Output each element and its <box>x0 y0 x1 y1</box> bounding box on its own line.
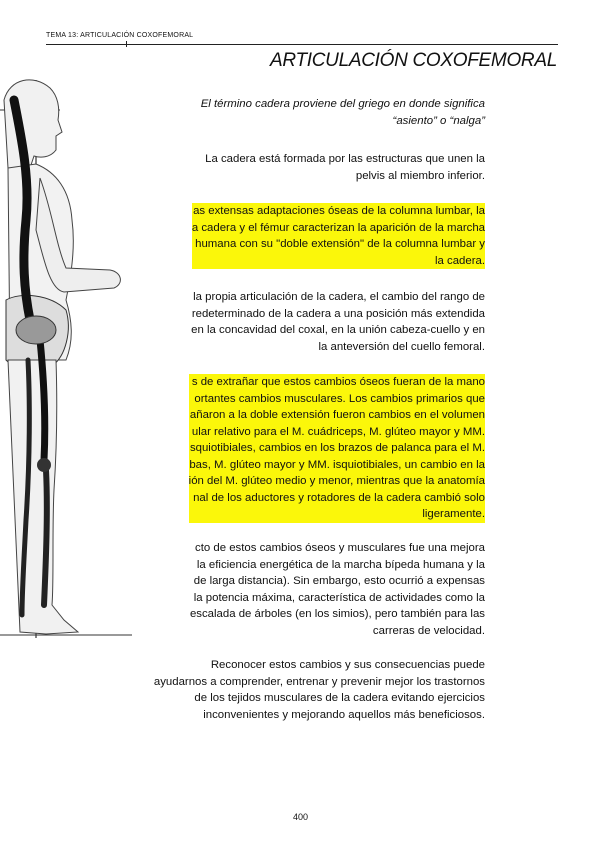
paragraph-line: inconvenientes y mejorando aquellos más beneficiosos. <box>203 708 485 721</box>
paragraph-line: ligeramente. <box>189 506 485 523</box>
paragraph-line: carreras de velocidad. <box>372 624 485 637</box>
paragraph-line: la cadera. <box>192 253 485 270</box>
paragraph-line: La cadera está formada por las estructuras que unen la <box>205 153 485 165</box>
paragraph-line: cto de estos cambios óseos y musculares fue una mejora <box>195 542 485 554</box>
intro-paragraph <box>201 96 485 129</box>
paragraph-line: s de extrañar que estos cambios óseos fueran de la mano <box>189 374 485 391</box>
intro-line: El término cadera proviene del griego en donde significa <box>200 98 485 110</box>
paragraph-6 <box>154 657 485 723</box>
paragraph-line: añaron a la doble extensión fueron cambios en el volumen <box>189 407 485 424</box>
paragraph-line: de larga distancia). Sin embargo, esto ocurrió a expensas <box>193 575 485 587</box>
paragraph-line: la eficiencia energética de la marcha bípeda humana y la <box>196 558 485 571</box>
intro-line: “asiento” o “nalga” <box>392 114 485 127</box>
paragraph-line: ión del M. glúteo medio y menor, mientras que la anatomía <box>189 473 485 490</box>
header-tick <box>126 41 127 47</box>
paragraph-line: a cadera y el fémur caracterizan la aparición de la marcha <box>192 220 485 237</box>
highlighted-paragraph-2 <box>192 203 485 269</box>
highlighted-paragraph-4 <box>189 374 485 523</box>
paragraph-line: la propia articulación de la cadera, el cambio del rango de <box>193 291 485 303</box>
paragraph-line: la potencia máxima, característica de actividades como la <box>193 591 485 604</box>
paragraph-line: Reconocer estos cambios y sus consecuencias puede <box>210 659 485 671</box>
paragraph-line: en la concavidad del coxal, en la unión cabeza-cuello y en <box>191 324 485 336</box>
paragraph-line: bas, M. glúteo mayor y MM. isquiotibiales, un cambio en la <box>189 457 485 474</box>
paragraph-1 <box>205 151 485 184</box>
running-header-text: TEMA 13: ARTICULACIÓN COXOFEMORAL <box>46 32 194 39</box>
paragraph-line: de los tejidos musculares de la cadera evitando ejercicios <box>194 692 485 704</box>
paragraph-line: pelvis al miembro inferior. <box>355 169 485 182</box>
anatomy-figure <box>0 60 140 650</box>
paragraph-line: as extensas adaptaciones óseas de la columna lumbar, la <box>192 203 485 220</box>
paragraph-line: la anteversión del cuello femoral. <box>318 340 485 353</box>
paragraph-line: ortantes cambios musculares. Los cambios primarios que <box>189 391 485 408</box>
paragraph-3 <box>191 289 485 355</box>
paragraph-line: nal de los aductores y rotadores de la cadera cambió solo <box>189 490 485 507</box>
page-title: ARTICULACIÓN COXOFEMORAL <box>270 50 557 71</box>
paragraph-line: humana con su "doble extensión" de la columna lumbar y <box>192 236 485 253</box>
paragraph-line: squiotibiales, cambios en los brazos de palanca para el M. <box>189 440 485 457</box>
paragraph-line: redeterminado de la cadera a una posición más extendida <box>191 307 485 320</box>
paragraph-5 <box>190 540 485 639</box>
paragraph-line: escalada de árboles (en los simios), pero también para las <box>189 608 485 620</box>
paragraph-line: ayudarnos a comprender, entrenar y prevenir mejor los trastornos <box>153 675 485 688</box>
paragraph-line: ular relativo para el M. cuádriceps, M. glúteo mayor y MM. <box>189 424 485 441</box>
page-number: 400 <box>292 812 309 822</box>
